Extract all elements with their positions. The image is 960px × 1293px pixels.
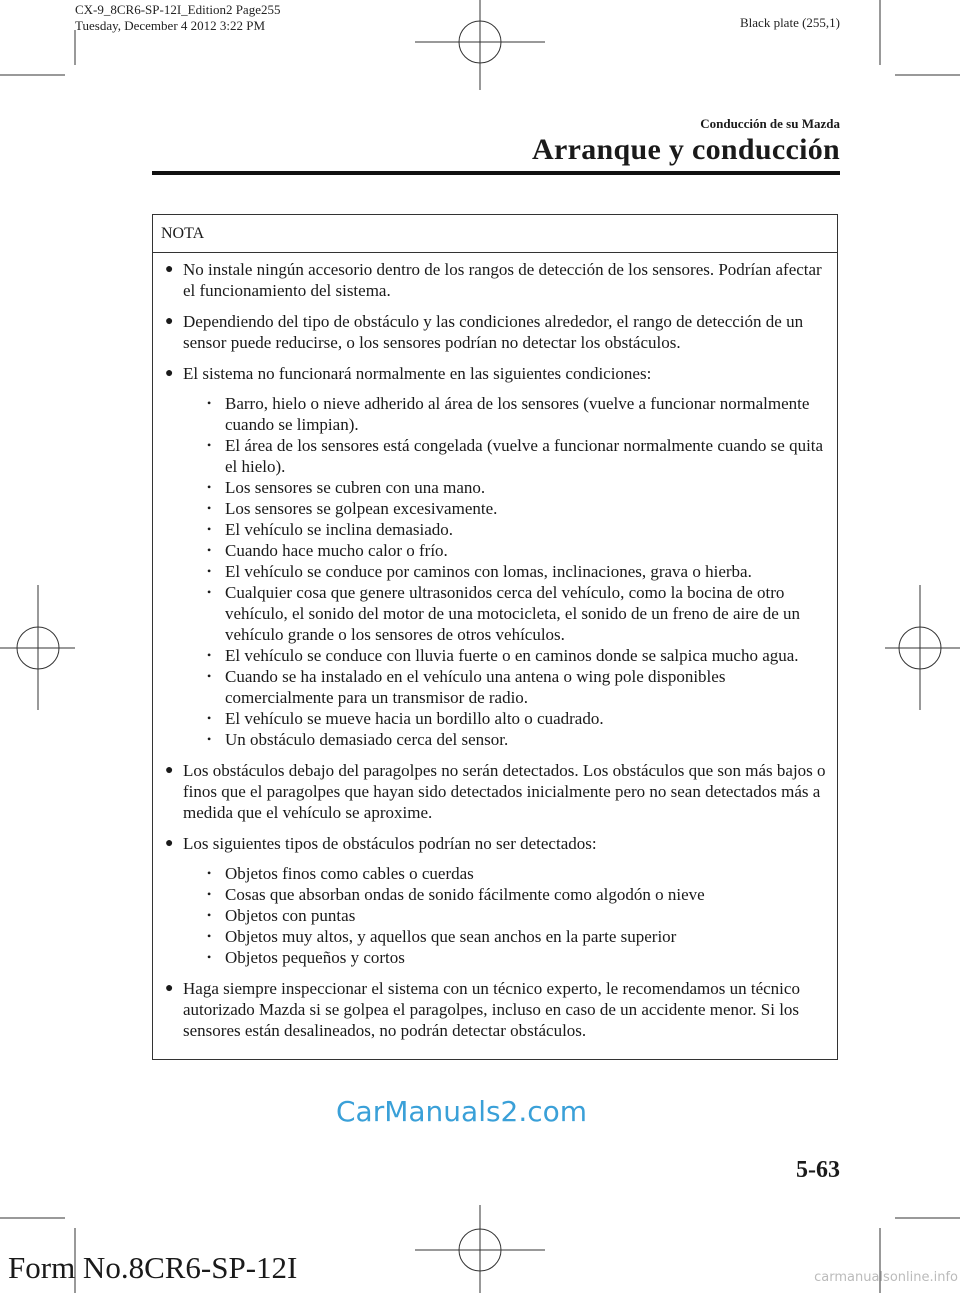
note-sub-item xyxy=(183,540,829,561)
note-sub-item-text: Los sensores se cubren con una mano. xyxy=(225,478,486,497)
note-sub-item xyxy=(183,435,829,477)
note-bullet xyxy=(161,311,829,353)
note-bullet-text: No instale ningún accesorio dentro de los rangos de detección de los sensores. Podrían afectar el funcionamiento del sistema. xyxy=(183,260,822,300)
note-bullet xyxy=(161,833,829,968)
note-bullet xyxy=(161,259,829,301)
note-bullet-text: Los obstáculos debajo del paragolpes no serán detectados. Los obstáculos que son más bajos o finos que el paragolpes que hayan sido detectados inicialmente pero no sean detectados más a medida que el vehículo se aproxime. xyxy=(183,761,826,822)
note-bullet-text: Haga siempre inspeccionar el sistema con un técnico experto, le recomendamos un técnico autorizado Mazda si se golpea el paragolpes, incluso en caso de un accidente menor. Si los sensores están desalineados, no podrán detectar obstáculos. xyxy=(183,979,800,1040)
bullet-dot-icon: ● xyxy=(165,314,174,329)
print-info xyxy=(75,2,280,34)
sub-bullet-dot-icon: • xyxy=(207,564,212,578)
bullet-dot-icon: ● xyxy=(165,763,174,778)
note-sub-item-text: Cualquier cosa que genere ultrasonidos cerca del vehículo, como la bocina de otro vehículo, el sonido del motor de una motocicleta, el sonido de un freno de aire de un vehículo grande o los sensores de otros vehículos. xyxy=(225,583,800,644)
note-bullet xyxy=(161,363,829,750)
header-rule xyxy=(152,171,840,175)
sub-bullet-dot-icon: • xyxy=(207,732,212,746)
note-sub-item-text: Barro, hielo o nieve adherido al área de los sensores (vuelve a funcionar normalmente cuando se limpian). xyxy=(225,394,810,434)
note-sub-item-text: Cuando hace mucho calor o frío. xyxy=(225,541,448,560)
note-sub-list xyxy=(183,863,829,968)
sub-bullet-dot-icon: • xyxy=(207,396,212,410)
sub-bullet-dot-icon: • xyxy=(207,501,212,515)
note-bullet-text: Los siguientes tipos de obstáculos podrían no ser detectados: xyxy=(183,834,597,853)
note-sub-item xyxy=(183,947,829,968)
plate-label: Black plate (255,1) xyxy=(740,15,840,30)
bullet-dot-icon: ● xyxy=(165,366,174,381)
sub-bullet-dot-icon: • xyxy=(207,908,212,922)
sub-bullet-dot-icon: • xyxy=(207,887,212,901)
note-sub-item-text: El vehículo se conduce con lluvia fuerte o en caminos donde se salpica mucho agua. xyxy=(225,646,799,665)
note-sub-item xyxy=(183,905,829,926)
note-sub-item xyxy=(183,729,829,750)
note-sub-item xyxy=(183,884,829,905)
site-watermark: carmanualsonline.info xyxy=(814,1270,958,1285)
note-sub-item xyxy=(183,519,829,540)
note-bullet-text: Dependiendo del tipo de obstáculo y las condiciones alrededor, el rango de detección de un sensor puede reducirse, o los sensores podrían no detectar los obstáculos. xyxy=(183,312,804,352)
note-bullet xyxy=(161,760,829,823)
note-sub-item xyxy=(183,582,829,645)
sub-bullet-dot-icon: • xyxy=(207,522,212,536)
note-sub-item-text: El vehículo se conduce por caminos con lomas, inclinaciones, grava o hierba. xyxy=(225,562,752,581)
note-sub-item xyxy=(183,926,829,947)
note-sub-item xyxy=(183,477,829,498)
note-sub-item-text: El vehículo se mueve hacia un bordillo alto o cuadrado. xyxy=(225,709,604,728)
form-number: Form No.8CR6-SP-12I xyxy=(8,1250,298,1285)
note-bullet-text: El sistema no funcionará normalmente en las siguientes condiciones: xyxy=(183,364,652,383)
note-sub-item xyxy=(183,666,829,708)
note-bullet xyxy=(161,978,829,1041)
print-info-file: CX-9_8CR6-SP-12I_Edition2 Page255 xyxy=(75,2,281,17)
sub-bullet-dot-icon: • xyxy=(207,543,212,557)
sub-bullet-dot-icon: • xyxy=(207,480,212,494)
note-sub-item xyxy=(183,561,829,582)
note-sub-item-text: Objetos con puntas xyxy=(225,906,356,925)
note-sub-item-text: El área de los sensores está congelada (vuelve a funcionar normalmente cuando se quita el hielo). xyxy=(225,436,824,476)
sub-bullet-dot-icon: • xyxy=(207,929,212,943)
page-number: 5-63 xyxy=(796,1157,840,1183)
print-info-date: Tuesday, December 4 2012 3:22 PM xyxy=(75,18,266,33)
note-sub-item-text: Objetos pequeños y cortos xyxy=(225,948,405,967)
note-sub-item-text: Los sensores se golpean excesivamente. xyxy=(225,499,498,518)
sub-bullet-dot-icon: • xyxy=(207,950,212,964)
note-heading: NOTA xyxy=(153,215,837,253)
sub-bullet-dot-icon: • xyxy=(207,866,212,880)
sub-bullet-dot-icon: • xyxy=(207,648,212,662)
note-body xyxy=(153,253,837,1041)
bullet-dot-icon: ● xyxy=(165,836,174,851)
bullet-dot-icon: ● xyxy=(165,981,174,996)
note-sub-item-text: Un obstáculo demasiado cerca del sensor. xyxy=(225,730,509,749)
note-sub-item xyxy=(183,708,829,729)
note-sub-list xyxy=(183,393,829,750)
section-title: Arranque y conducción xyxy=(532,133,840,166)
bullet-dot-icon: ● xyxy=(165,262,174,277)
sub-bullet-dot-icon: • xyxy=(207,669,212,683)
sub-bullet-dot-icon: • xyxy=(207,438,212,452)
note-sub-item xyxy=(183,863,829,884)
note-sub-item-text: Objetos muy altos, y aquellos que sean anchos en la parte superior xyxy=(225,927,677,946)
note-sub-item-text: Objetos finos como cables o cuerdas xyxy=(225,864,474,883)
watermark-logo: CarManuals2.com xyxy=(336,1095,588,1128)
sub-bullet-dot-icon: • xyxy=(207,585,212,599)
sub-bullet-dot-icon: • xyxy=(207,711,212,725)
note-sub-item-text: Cuando se ha instalado en el vehículo una antena o wing pole disponibles comercialmente para un transmisor de radio. xyxy=(225,667,726,707)
note-sub-item xyxy=(183,498,829,519)
chapter-title: Conducción de su Mazda xyxy=(700,116,840,131)
note-box xyxy=(152,214,838,1060)
note-sub-item-text: Cosas que absorban ondas de sonido fácilmente como algodón o nieve xyxy=(225,885,705,904)
note-sub-item xyxy=(183,393,829,435)
note-sub-item-text: El vehículo se inclina demasiado. xyxy=(225,520,454,539)
note-sub-item xyxy=(183,645,829,666)
